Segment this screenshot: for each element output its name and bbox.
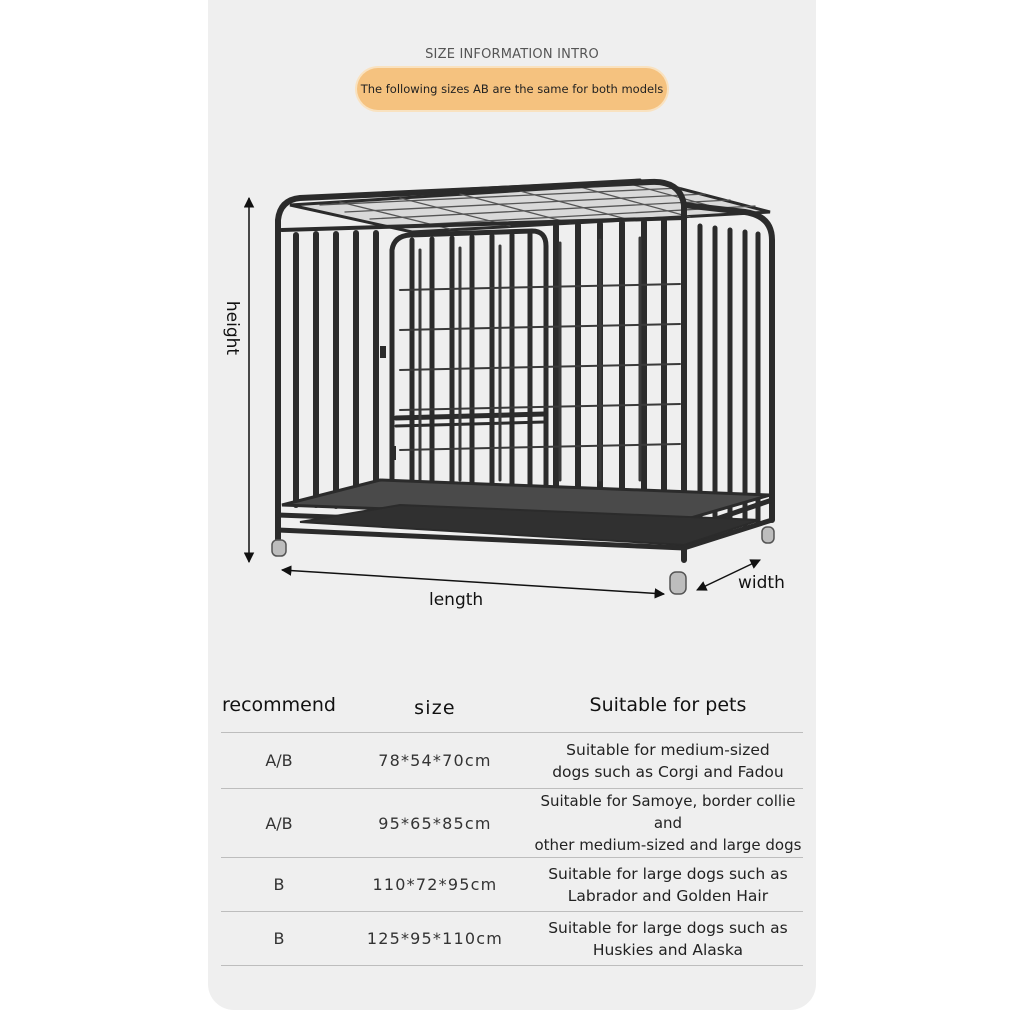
cell-size: 110*72*95cm: [337, 858, 533, 912]
length-label: length: [429, 590, 484, 610]
width-label: width: [738, 573, 785, 593]
cell-pets: [533, 912, 803, 966]
info-pill-text: The following sizes AB are the same for both models: [360, 82, 664, 96]
table-row: [221, 733, 803, 789]
cell-size: 125*95*110cm: [337, 912, 533, 966]
pets-line: Huskies and Alaska: [592, 940, 744, 959]
cell-model: B: [221, 912, 337, 966]
page-title: SIZE INFORMATION INTRO: [425, 47, 599, 62]
pets-line: Suitable for large dogs such as: [548, 918, 788, 937]
pets-line: Suitable for medium-sized: [566, 740, 770, 759]
table-row: [221, 789, 803, 858]
col-header-size: size: [414, 696, 456, 719]
table-header-row: [221, 678, 803, 733]
cell-pets: [533, 733, 803, 789]
cage: [272, 180, 774, 594]
cell-model: A/B: [221, 789, 337, 858]
pets-line: Labrador and Golden Hair: [567, 886, 769, 905]
pets-line: Suitable for Samoye, border collie and: [540, 792, 796, 832]
cell-pets: [533, 789, 803, 858]
table-row: [221, 858, 803, 912]
cell-size: 78*54*70cm: [337, 733, 533, 789]
pets-line: Suitable for large dogs such as: [548, 864, 788, 883]
cell-pets: [533, 858, 803, 912]
size-table: [221, 678, 803, 966]
table-row: [221, 912, 803, 966]
pets-line: other medium-sized and large dogs: [534, 836, 802, 854]
pets-line: dogs such as Corgi and Fadou: [552, 762, 784, 781]
col-header-recommend: recommend: [222, 694, 336, 716]
height-label: height: [222, 300, 243, 356]
cell-size: 95*65*85cm: [337, 789, 533, 858]
cell-model: A/B: [221, 733, 337, 789]
cell-model: B: [221, 858, 337, 912]
col-header-pets: Suitable for pets: [589, 694, 747, 716]
